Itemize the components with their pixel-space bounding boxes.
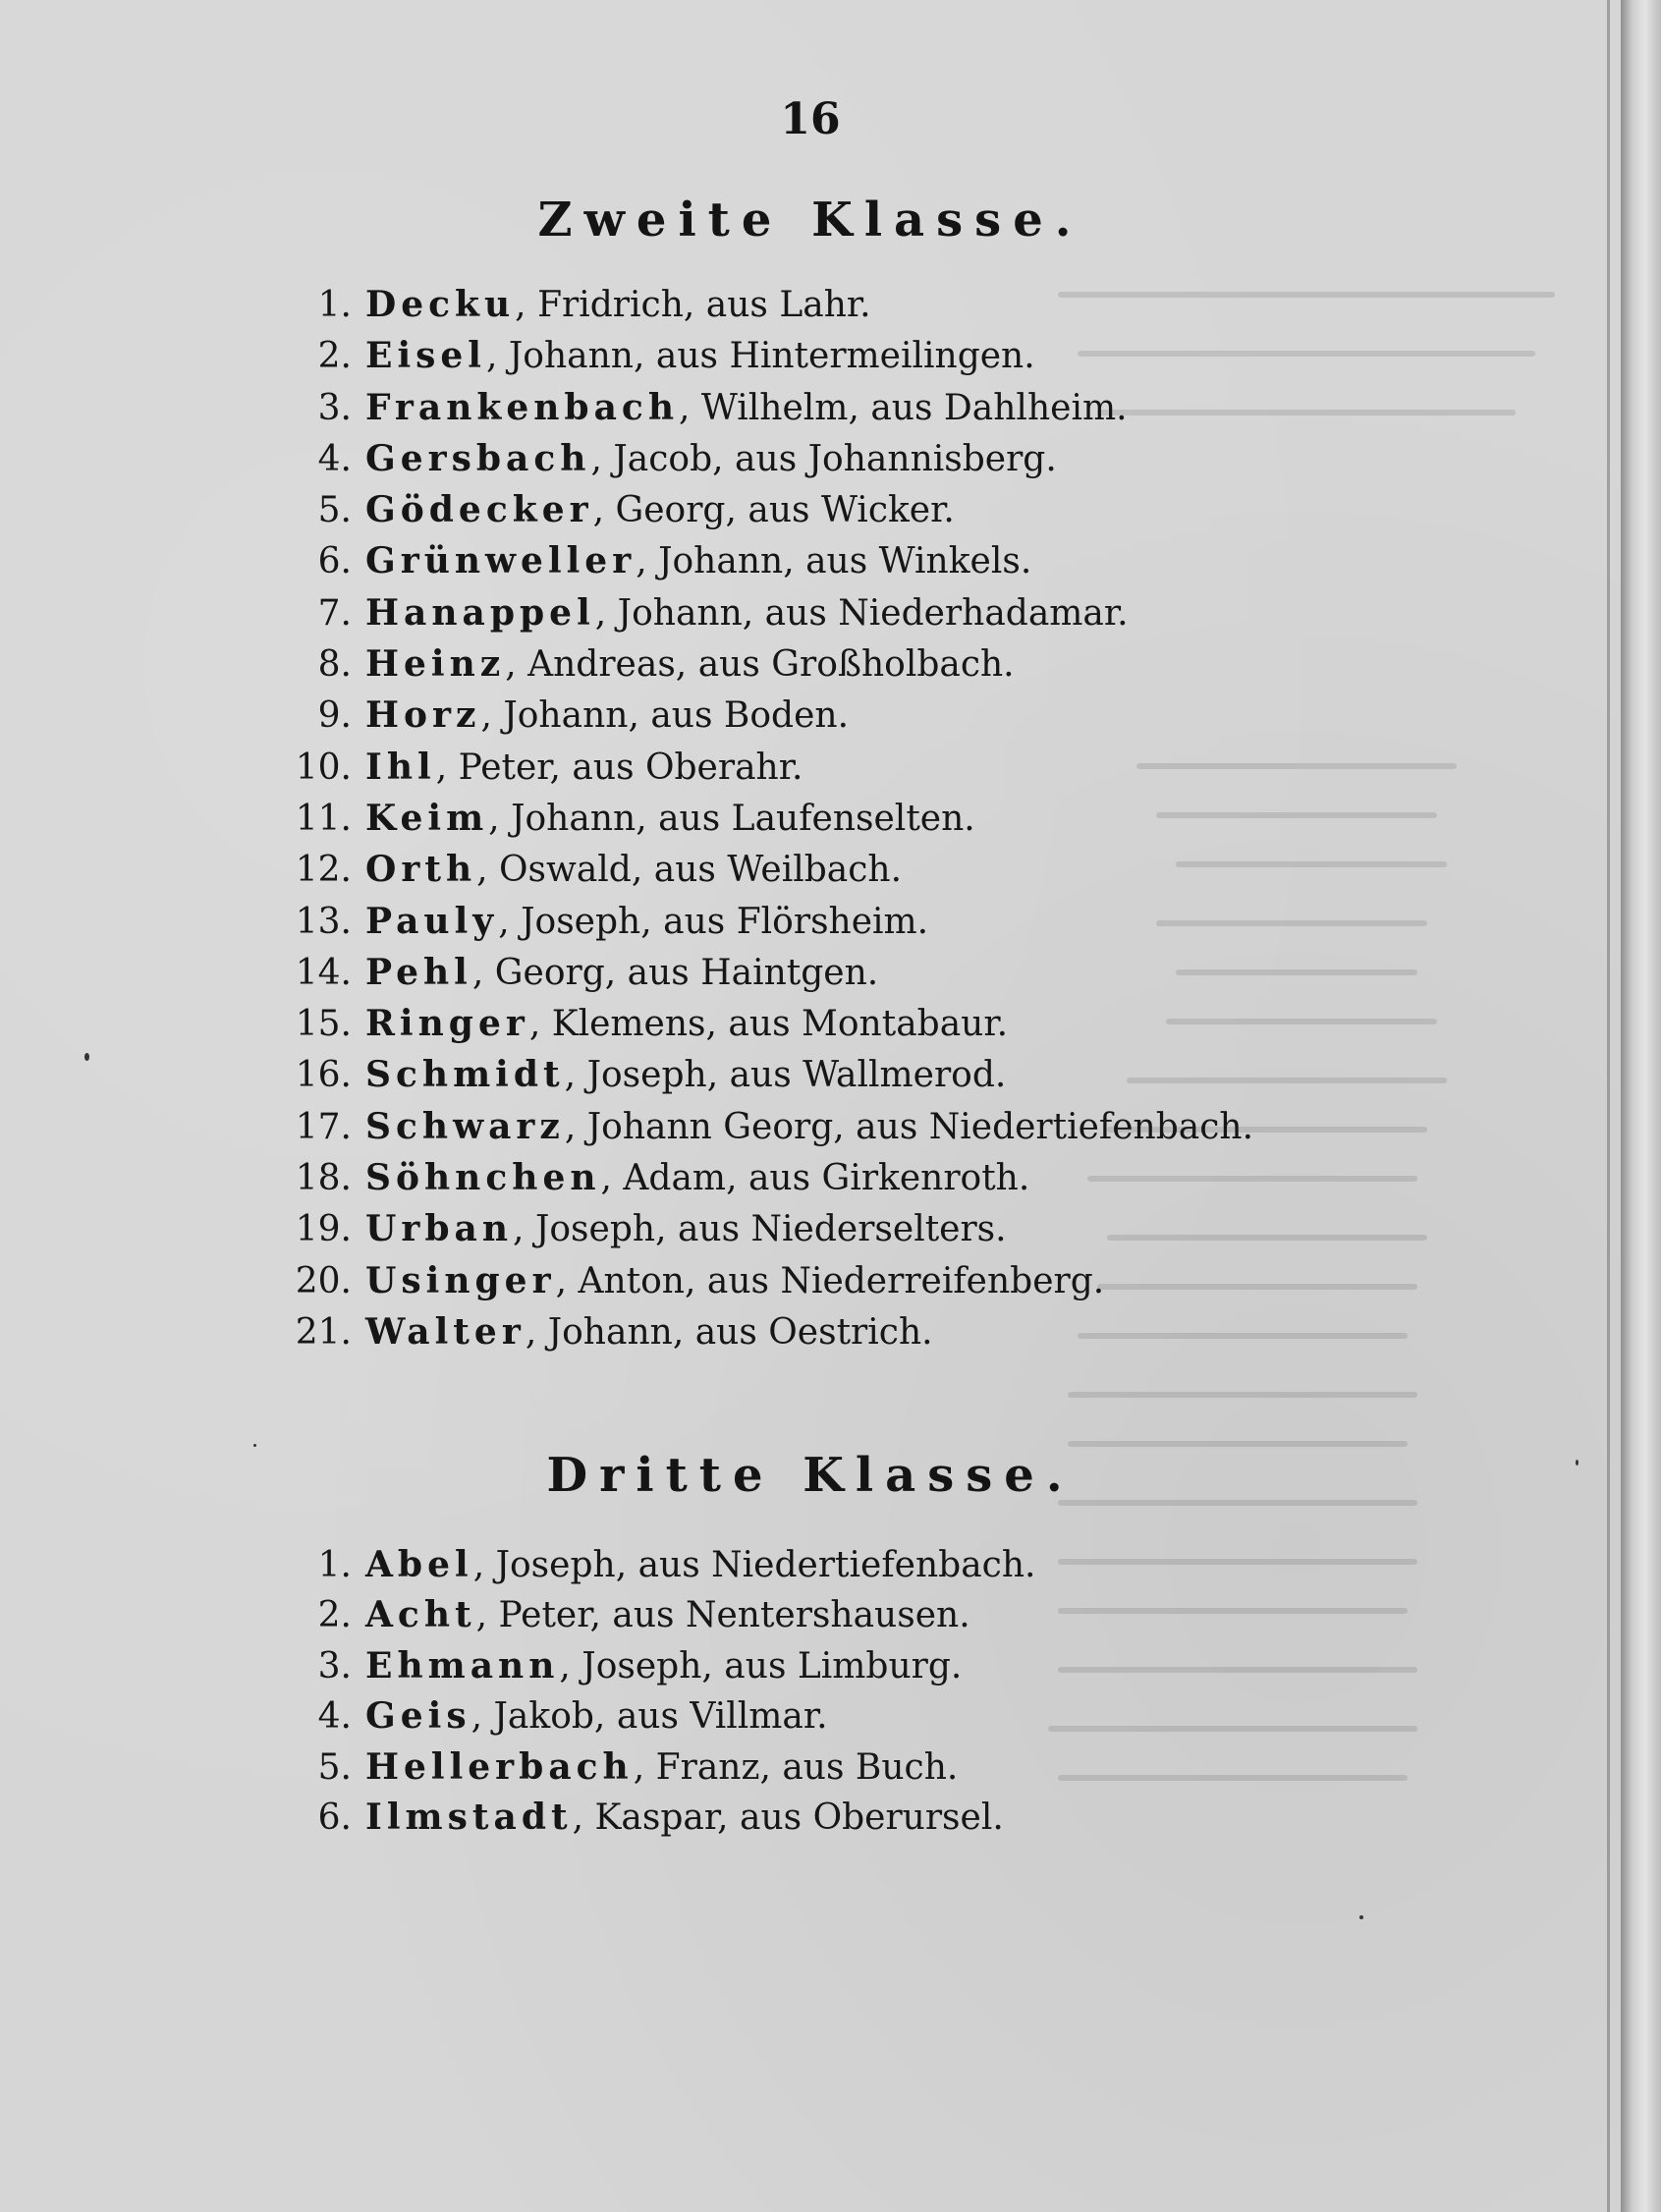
entry-separator: , <box>701 1645 725 1687</box>
entry-separator: , <box>783 541 806 582</box>
entry-given-name: Oswald <box>499 850 632 891</box>
entry-origin-word: aus <box>856 1106 918 1147</box>
list-item <box>295 844 1253 895</box>
entry-origin-word: aus <box>627 952 690 993</box>
entry-place: Wicker. <box>820 490 955 531</box>
entry-place: Limburg. <box>797 1645 963 1687</box>
entry-separator: , <box>592 490 616 531</box>
entry-number: 17. <box>295 1106 352 1147</box>
entry-separator: , <box>628 695 651 737</box>
entry-separator: , <box>472 1545 496 1585</box>
entry-origin-word: aus <box>572 747 635 788</box>
entry-separator: , <box>742 592 765 634</box>
entry-separator: , <box>672 1311 695 1353</box>
entry-origin-word: aus <box>637 1545 700 1585</box>
entry-origin-word: aus <box>650 695 713 737</box>
entry-separator: , <box>833 1106 857 1147</box>
entry-number: 20. <box>295 1260 352 1301</box>
list-item <box>295 1306 1253 1357</box>
entry-given-name: Jakob <box>493 1696 594 1738</box>
list-item <box>295 587 1253 638</box>
entry-separator: , <box>725 490 748 531</box>
entry-place: Flörsheim. <box>736 901 929 942</box>
entry-number: 13. <box>295 901 352 942</box>
entry-surname: Eisel <box>365 335 486 377</box>
entry-surname: Hellerbach <box>365 1745 634 1788</box>
entry-given-name: Peter <box>458 747 550 788</box>
entry-surname: Acht <box>365 1594 476 1636</box>
entry-given-name: Klemens <box>551 1004 706 1045</box>
entry-origin-word: aus <box>706 1260 769 1301</box>
entry-separator: , <box>528 1004 552 1045</box>
entry-separator: , <box>640 901 664 942</box>
entry-number: 1. <box>317 285 352 325</box>
entry-surname: Geis <box>365 1695 471 1738</box>
list-item <box>295 1540 1035 1590</box>
entry-given-name: Franz <box>655 1746 760 1788</box>
entry-surname: Walter <box>365 1310 526 1353</box>
entry-given-name: Georg <box>615 490 726 531</box>
entry-given-name: Fridrich <box>537 285 684 325</box>
entry-place: Weilbach. <box>727 850 903 891</box>
entry-origin-word: aus <box>616 1696 679 1738</box>
entry-surname: Grünweller <box>365 540 637 582</box>
entry-place: Girkenroth. <box>821 1158 1030 1199</box>
entry-given-name: Johann <box>617 592 743 634</box>
book-gutter-edge <box>1621 0 1661 2212</box>
entry-place: Niederhadamar. <box>838 592 1129 634</box>
entry-separator: , <box>564 1106 587 1147</box>
entry-number: 16. <box>295 1055 352 1096</box>
entry-number: 5. <box>317 490 352 531</box>
entry-separator: , <box>594 592 618 634</box>
entry-given-name: Georg <box>494 952 605 993</box>
entry-separator: , <box>589 1595 613 1636</box>
entry-place: Nentershausen. <box>685 1595 970 1636</box>
student-list-zweite-klasse <box>295 279 1253 1357</box>
entry-origin-word: aus <box>735 438 798 479</box>
entry-separator: , <box>513 1209 535 1250</box>
entry-number: 2. <box>317 336 352 377</box>
list-item <box>295 1590 1035 1640</box>
entry-separator: , <box>505 644 528 686</box>
entry-surname: Frankenbach <box>365 386 680 428</box>
list-item <box>295 793 1253 844</box>
entry-given-name: Kaspar <box>594 1797 718 1838</box>
entry-separator: , <box>683 285 706 325</box>
entry-origin-word: aus <box>677 1209 741 1250</box>
entry-given-name: Johann <box>508 336 634 377</box>
entry-number: 8. <box>317 644 352 686</box>
entry-place: Lahr. <box>779 285 871 325</box>
entry-separator: , <box>475 1595 499 1636</box>
entry-number: 3. <box>317 1645 352 1687</box>
entry-surname: Heinz <box>365 643 506 686</box>
entry-surname: Keim <box>365 797 489 839</box>
entry-given-name: Peter <box>498 1595 590 1636</box>
entry-surname: Hanappel <box>365 591 595 634</box>
paper-speck <box>84 1053 89 1061</box>
entry-separator: , <box>435 747 459 788</box>
entry-place: Buch. <box>855 1746 959 1788</box>
entry-separator: , <box>679 387 701 428</box>
entry-origin-word: aus <box>694 1311 757 1353</box>
entry-separator: , <box>525 1311 548 1353</box>
entry-surname: Horz <box>365 694 481 737</box>
list-item <box>295 535 1253 586</box>
list-item <box>295 1691 1035 1742</box>
list-item <box>295 1793 1035 1843</box>
paper-speck <box>1359 1915 1363 1919</box>
entry-number: 10. <box>295 747 352 788</box>
entry-separator: , <box>706 1055 730 1096</box>
entry-origin-word: aus <box>728 1004 791 1045</box>
entry-number: 6. <box>317 1797 352 1838</box>
list-item <box>295 690 1253 741</box>
entry-separator: , <box>636 798 659 839</box>
entry-separator: , <box>559 1645 582 1687</box>
entry-surname: Söhnchen <box>365 1157 601 1199</box>
entry-number: 6. <box>317 541 352 582</box>
list-item <box>295 433 1253 484</box>
list-item <box>295 947 1253 998</box>
entry-separator: , <box>717 1797 741 1838</box>
entry-separator: , <box>726 1158 748 1199</box>
entry-separator: , <box>633 1746 656 1788</box>
entry-surname: Pehl <box>365 951 472 993</box>
entry-number: 2. <box>317 1595 352 1636</box>
entry-separator: , <box>485 336 509 377</box>
entry-separator: , <box>615 1545 638 1585</box>
list-item <box>295 1742 1035 1793</box>
entry-given-name: Joseph <box>586 1055 707 1096</box>
entry-origin-word: aus <box>782 1746 845 1788</box>
entry-separator: , <box>712 438 736 479</box>
entry-given-name: Johann <box>511 798 637 839</box>
entry-separator: , <box>564 1055 587 1096</box>
entry-number: 21. <box>295 1311 352 1353</box>
entry-separator: , <box>572 1797 595 1838</box>
entry-number: 7. <box>317 592 352 634</box>
entry-given-name: Wilhelm <box>700 387 849 428</box>
entry-separator: , <box>684 1260 707 1301</box>
entry-place: Oberursel. <box>812 1797 1004 1838</box>
entry-place: Niederselters. <box>750 1209 1007 1250</box>
entry-given-name: Anton <box>578 1260 685 1301</box>
list-item <box>295 742 1253 793</box>
page-edge-line <box>1607 0 1610 2212</box>
entry-separator: , <box>515 285 538 325</box>
entry-surname: Ihl <box>365 746 436 788</box>
entry-number: 18. <box>295 1158 352 1199</box>
entry-origin-word: aus <box>805 541 868 582</box>
entry-origin-word: aus <box>724 1645 787 1687</box>
entry-place: Johannisberg. <box>807 438 1057 479</box>
entry-number: 14. <box>295 952 352 993</box>
entry-surname: Ehmann <box>365 1644 560 1687</box>
entry-given-name: Joseph <box>495 1545 616 1585</box>
entry-separator: , <box>593 1696 617 1738</box>
entry-separator: , <box>655 1209 678 1250</box>
entry-separator: , <box>604 952 628 993</box>
entry-number: 3. <box>317 387 352 428</box>
entry-separator: , <box>636 541 659 582</box>
entry-given-name: Joseph <box>581 1645 702 1687</box>
entry-separator: , <box>476 850 500 891</box>
list-item <box>295 382 1253 433</box>
entry-surname: Pauly <box>365 900 499 942</box>
entry-origin-word: aus <box>740 1797 803 1838</box>
list-item <box>295 1152 1253 1203</box>
entry-given-name: Johann <box>547 1311 673 1353</box>
page-number: 16 <box>780 94 841 144</box>
entry-given-name: Johann <box>658 541 784 582</box>
entry-given-name: Adam <box>623 1158 727 1199</box>
list-item <box>295 1101 1253 1152</box>
entry-origin-word: aus <box>612 1595 675 1636</box>
entry-separator: , <box>488 798 512 839</box>
entry-number: 15. <box>295 1004 352 1045</box>
entry-given-name: Joseph <box>534 1209 656 1250</box>
entry-surname: Ilmstadt <box>365 1796 573 1838</box>
list-item <box>295 330 1253 381</box>
list-item <box>295 1255 1253 1306</box>
entry-number: 4. <box>317 438 352 479</box>
entry-place: Niedertiefenbach. <box>711 1545 1036 1585</box>
entry-number: 11. <box>295 798 352 839</box>
entry-surname: Schmidt <box>365 1054 565 1096</box>
entry-given-name: Jacob <box>613 438 713 479</box>
entry-origin-word: aus <box>870 387 933 428</box>
entry-separator: , <box>631 850 654 891</box>
list-item <box>295 484 1253 535</box>
entry-surname: Usinger <box>365 1259 556 1301</box>
entry-place: Haintgen. <box>700 952 879 993</box>
entry-place: Dahlheim. <box>943 387 1128 428</box>
entry-separator: , <box>549 747 573 788</box>
entry-separator: , <box>498 901 522 942</box>
entry-separator: , <box>705 1004 729 1045</box>
entry-given-name: Andreas <box>527 644 676 686</box>
entry-place: Laufenselten. <box>731 798 975 839</box>
entry-origin-word: aus <box>747 490 810 531</box>
entry-given-name: Joseph <box>521 901 641 942</box>
list-item <box>295 998 1253 1049</box>
entry-surname: Orth <box>365 849 477 891</box>
entry-place: Wallmerod. <box>803 1055 1007 1096</box>
entry-given-name: Johann <box>503 695 629 737</box>
list-item <box>295 1203 1253 1254</box>
entry-place: Oberahr. <box>645 747 803 788</box>
entry-separator: , <box>759 1746 783 1788</box>
entry-place: Boden. <box>723 695 850 737</box>
entry-separator: , <box>555 1260 579 1301</box>
entry-separator: , <box>675 644 698 686</box>
entry-origin-word: aus <box>697 644 760 686</box>
entry-origin-word: aus <box>663 901 726 942</box>
entry-number: 9. <box>317 695 352 737</box>
entry-given-name: Johann Georg <box>586 1106 834 1147</box>
entry-place: Niedertiefenbach. <box>928 1106 1254 1147</box>
list-item <box>295 1049 1253 1100</box>
entry-surname: Ringer <box>365 1003 529 1045</box>
entry-separator: , <box>600 1158 624 1199</box>
entry-separator: , <box>590 438 614 479</box>
entry-origin-word: aus <box>747 1158 811 1199</box>
entry-surname: Gersbach <box>365 437 591 479</box>
entry-place: Villmar. <box>690 1696 828 1738</box>
entry-place: Winkels. <box>878 541 1032 582</box>
entry-number: 4. <box>317 1696 352 1738</box>
entry-number: 12. <box>295 850 352 891</box>
entry-place: Hintermeilingen. <box>729 336 1035 377</box>
entry-place: Montabaur. <box>802 1004 1009 1045</box>
list-item <box>295 638 1253 690</box>
entry-origin-word: aus <box>764 592 827 634</box>
paper-speck <box>253 1444 256 1447</box>
entry-number: 5. <box>317 1746 352 1788</box>
entry-number: 1. <box>317 1545 352 1585</box>
entry-origin-word: aus <box>655 336 718 377</box>
entry-origin-word: aus <box>658 798 721 839</box>
student-list-dritte-klasse <box>295 1540 1035 1843</box>
entry-separator: , <box>471 1696 494 1738</box>
entry-origin-word: aus <box>705 285 768 325</box>
list-item <box>295 279 1253 330</box>
entry-surname: Gödecker <box>365 489 593 531</box>
entry-number: 19. <box>295 1209 352 1250</box>
list-item <box>295 1641 1035 1691</box>
entry-separator: , <box>471 952 495 993</box>
entry-place: Oestrich. <box>768 1311 933 1353</box>
entry-surname: Schwarz <box>365 1105 565 1147</box>
section-heading-zweite-klasse: Zweite Klasse. <box>537 193 1083 248</box>
entry-surname: Urban <box>365 1208 514 1250</box>
entry-origin-word: aus <box>653 850 716 891</box>
section-heading-dritte-klasse: Dritte Klasse. <box>546 1448 1075 1503</box>
entry-surname: Decku <box>365 284 516 325</box>
list-item <box>295 896 1253 947</box>
entry-place: Niederreifenberg. <box>780 1260 1105 1301</box>
entry-separator: , <box>633 336 656 377</box>
entry-place: Großholbach. <box>771 644 1015 686</box>
entry-separator: , <box>480 695 504 737</box>
entry-surname: Abel <box>365 1544 473 1585</box>
entry-separator: , <box>848 387 871 428</box>
entry-origin-word: aus <box>729 1055 792 1096</box>
